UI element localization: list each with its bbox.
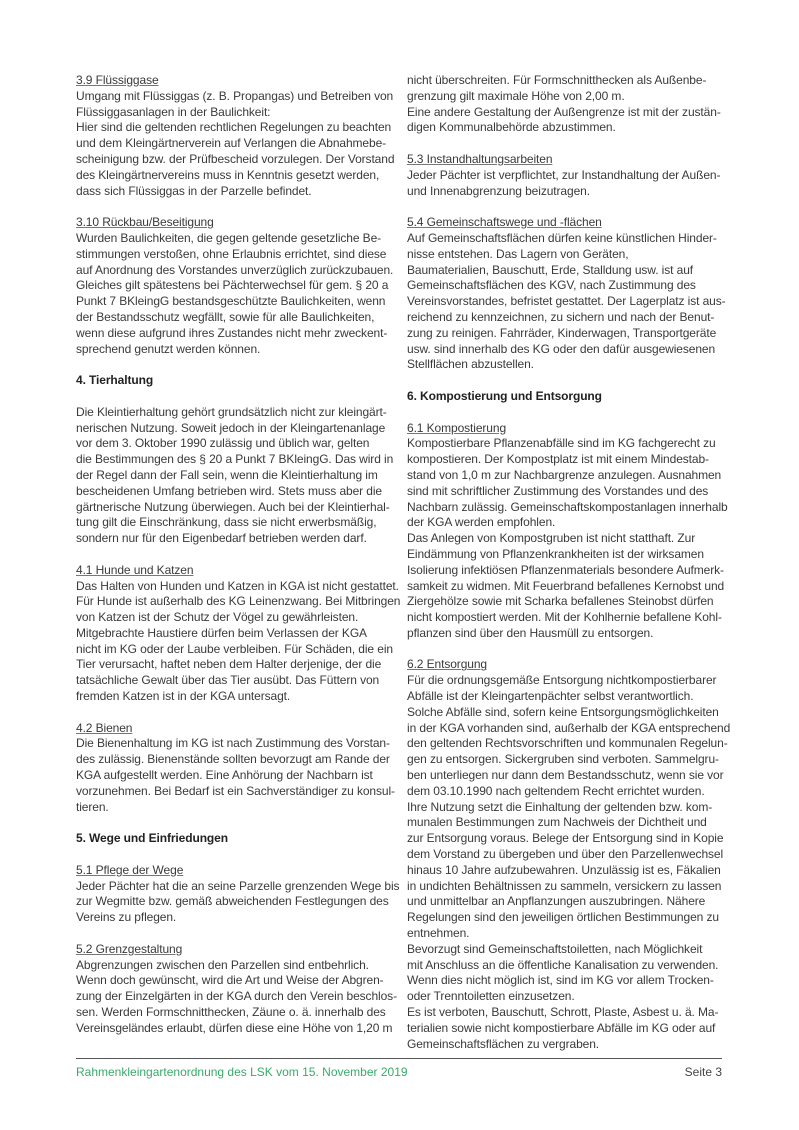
text-line: sondern nur für den Eigenbedarf betrieben werden darf. <box>76 531 367 546</box>
text-line: nisse entstehen. Das Lagern von Geräten, <box>407 246 629 261</box>
footer-page-number: Seite 3 <box>684 1065 722 1079</box>
text-line: und Innenabgrenzung beizutragen. <box>407 183 590 198</box>
paragraph <box>76 578 401 705</box>
text-line: nicht im KG oder der Laube verbleiben. Für Schäden, die ein <box>76 641 393 656</box>
paragraph <box>76 958 398 1037</box>
text-line: 5.4 Gemeinschaftswege und -flächen <box>407 215 602 230</box>
text-line: Wenn doch gewünscht, wird die Art und Weise der Abgren- <box>76 973 384 988</box>
text-line: Wenn dies nicht möglich ist, sind im KG vor allem Trocken- <box>407 973 714 988</box>
text-line: 5. Wege und Einfriedungen <box>76 831 228 846</box>
subsection-heading <box>407 215 725 231</box>
text-line: Solche Abfälle sind, sofern keine Entsorgungsmöglichkeiten <box>407 704 719 719</box>
blank-line <box>407 373 725 389</box>
text-line: Für Hunde ist außerhalb des KG Leinenzwang. Bei Mitbringen <box>76 594 401 609</box>
paragraph <box>407 231 725 373</box>
text-line: der Bestandsschutz wegfällt, sowie für alle Baulichkeiten, <box>76 309 375 324</box>
text-line: Das Halten von Hunden und Katzen in KGA ist nicht gestattet. <box>76 578 399 593</box>
text-line: fremden Katzen ist in der KGA untersagt. <box>76 689 291 704</box>
text-line: zung der Einzelgärten in der KGA durch den Verein beschlos- <box>76 989 397 1004</box>
paragraph <box>407 168 725 200</box>
text-line: munalen Bestimmungen zum Nachweis der Dichtheit und <box>407 815 707 830</box>
blank-line <box>76 357 398 373</box>
text-line: KGA aufgestellt werden. Eine Anhörung der Nachbarn ist <box>76 768 373 783</box>
text-line: Baumaterialien, Bauschutt, Erde, Stalldung usw. ist auf <box>407 262 693 277</box>
text-line: Regelungen sind den jeweiligen örtlichen Bestimmungen zu <box>407 910 719 925</box>
subsection-heading <box>407 657 725 673</box>
text-line: 3.10 Rückbau/Beseitigung <box>76 215 214 230</box>
text-line: zur Wegmitte bzw. gemäß abweichenden Festlegungen des <box>76 894 389 909</box>
blank-line <box>76 199 398 215</box>
text-line: und dem Kleingärtnerverein auf Verlangen die Abnahmebe- <box>76 136 387 151</box>
text-line: des Kleingärtnervereins muss in Kenntnis gesetzt werden, <box>76 167 380 182</box>
text-line: Eine andere Gestaltung der Außengrenze ist mit der zustän- <box>407 104 721 119</box>
text-line: den geltenden Rechtsvorschriften und kommunalen Regelun- <box>407 736 728 751</box>
text-line: Kompostierbare Pflanzenabfälle sind im KG fachgerecht zu <box>407 436 716 451</box>
text-line: 3.9 Flüssiggase <box>76 73 159 87</box>
text-line: Es ist verboten, Bauschutt, Schrott, Plaste, Asbest u. ä. Ma- <box>407 1005 719 1020</box>
paragraph <box>76 736 398 815</box>
text-line: Mitgebrachte Haustiere dürfen beim Verlassen der KGA <box>76 625 367 640</box>
blank-line <box>407 405 725 421</box>
subsection-heading <box>76 721 398 737</box>
subsection-heading <box>407 421 725 437</box>
text-line: Vereinsgeländes erlaubt, dürfen diese eine Höhe von 1,20 m <box>76 1020 393 1035</box>
text-line: reichend zu kennzeichnen, zu sichern und nach der Benut- <box>407 309 715 324</box>
text-line: Umgang mit Flüssiggas (z. B. Propangas) und Betreiben von <box>76 88 394 103</box>
text-line: 6. Kompostierung und Entsorgung <box>407 388 602 403</box>
section-heading <box>76 831 398 847</box>
blank-line <box>407 136 725 152</box>
text-line: bescheidenen Umfang betrieben wird. Stets muss aber die <box>76 483 383 498</box>
paragraph <box>407 73 725 136</box>
text-line: und unmittelbar an Anpflanzungen auszubringen. Nähere <box>407 894 706 909</box>
text-line: Die Kleintierhaltung gehört grundsätzlich nicht zur kleingärt- <box>76 404 387 419</box>
text-line: scheinigung bzw. der Prüfbescheid vorzulegen. Der Vorstand <box>76 151 395 166</box>
text-line: Flüssiggasanlagen in der Baulichkeit: <box>76 104 271 119</box>
text-line: grenzung gilt maximale Höhe von 2,00 m. <box>407 88 625 103</box>
blank-line <box>407 642 725 658</box>
text-line: samkeit zu widmen. Mit Feuerbrand befallenes Kernobst und <box>407 578 725 593</box>
text-line: Abfälle ist der Kleingartenpächter selbst verantwortlich. <box>407 689 694 704</box>
text-line: stand von 1,0 m zur Nachbargrenze anzulegen. Ausnahmen <box>407 467 722 482</box>
text-line: kompostieren. Der Kompostplatz ist mit einem Mindestab- <box>407 452 709 467</box>
text-line: 4.1 Hunde und Katzen <box>76 562 194 577</box>
text-line: dem 03.10.1990 nach geltendem Recht errichtet wurden. <box>407 783 705 798</box>
text-line: wenn diese aufgrund ihres Zustandes nicht mehr zweckent- <box>76 325 388 340</box>
footer-document-title: Rahmenkleingartenordnung des LSK vom 15. November 2019 <box>76 1065 408 1079</box>
text-line: in undichten Behältnissen zu sammeln, versickern zu lassen <box>407 878 722 893</box>
paragraph <box>76 89 398 200</box>
text-line: vorzunehmen. Bei Bedarf ist ein Sachverständiger zu konsul- <box>76 783 395 798</box>
text-line: nicht überschreiten. Für Formschnitthecken als Außenbe- <box>407 73 707 87</box>
text-line: Vereins zu pflegen. <box>76 910 177 925</box>
text-line: sprechend genutzt werden können. <box>76 341 261 356</box>
blank-line <box>76 847 398 863</box>
text-line: gärtnerische Nutzung überwiegen. Auch bei der Kleintierhal- <box>76 499 390 514</box>
subsection-heading <box>407 152 725 168</box>
text-line: Stellflächen abzustellen. <box>407 357 534 372</box>
paragraph <box>76 405 398 547</box>
subsection-heading <box>76 215 398 231</box>
subsection-heading <box>76 563 398 579</box>
text-line: von Katzen ist der Schutz der Vögel zu gewährleisten. <box>76 610 359 625</box>
section-heading <box>76 373 398 389</box>
text-line: Ziergehölze sowie mit Scharka befallenes Steinobst dürfen <box>407 594 714 609</box>
text-line: Bevorzugt sind Gemeinschaftstoiletten, nach Möglichkeit <box>407 941 703 956</box>
text-line: Für die ordnungsgemäße Entsorgung nichtkompostierbarer <box>407 673 717 688</box>
text-line: die Bestimmungen des § 20 a Punkt 7 BKleingG. Das wird in <box>76 452 394 467</box>
paragraph <box>407 436 728 641</box>
text-line: gen zu entsorgen. Sickergruben sind verboten. Sammelgru- <box>407 752 719 767</box>
text-line: Eindämmung von Pflanzenkrankheiten ist der wirksamen <box>407 546 704 561</box>
text-line: sen. Werden Formschnitthecken, Zäune o. ä. innerhalb des <box>76 1005 386 1020</box>
blank-line <box>407 199 725 215</box>
text-line: sind mit schriftlicher Zustimmung des Vorstandes und des <box>407 483 709 498</box>
text-line: 5.1 Pflege der Wege <box>76 862 184 877</box>
text-line: des zulässig. Bienenstände sollten bevorzugt am Rande der <box>76 752 390 767</box>
text-line: 4. Tierhaltung <box>76 373 154 388</box>
text-line: entnehmen. <box>407 926 470 941</box>
text-line: Das Anlegen von Kompostgruben ist nicht statthaft. Zur <box>407 531 696 546</box>
text-line: 5.3 Instandhaltungsarbeiten <box>407 151 553 166</box>
text-line: der Regel dann der Fall sein, wenn die Kleintierhaltung im <box>76 467 378 482</box>
blank-line <box>76 547 398 563</box>
text-line: tatsächliche Gewalt über das Tier ausübt. Das Füttern von <box>76 673 380 688</box>
text-line: oder Trenntoiletten einzusetzen. <box>407 989 575 1004</box>
footer-divider <box>76 1058 722 1059</box>
text-line: Tier verursacht, haftet neben dem Halter derjenige, der die <box>76 657 382 672</box>
blank-line <box>76 815 398 831</box>
text-line: dass sich Flüssiggas in der Parzelle befindet. <box>76 183 312 198</box>
text-line: terialien sowie nicht kompostierbare Abfälle im KG oder auf <box>407 1020 716 1035</box>
left-column <box>76 73 401 1037</box>
text-line: 5.2 Grenzgestaltung <box>76 941 183 956</box>
text-line: Punkt 7 BKleingG bestandsgeschützte Baulichkeiten, wenn <box>76 294 386 309</box>
text-line: mit Anschluss an die öffentliche Kanalisation zu verwenden. <box>407 957 719 972</box>
text-line: Gemeinschaftsflächen zu vergraben. <box>407 1036 600 1051</box>
text-line: Ihre Nutzung setzt die Einhaltung der geltenden bzw. kom- <box>407 799 713 814</box>
text-line: tung gilt die Einschränkung, dass sie nicht erwerbsmäßig, <box>76 515 377 530</box>
text-line: digen Kommunalbehörde abzustimmen. <box>407 120 616 135</box>
text-line: Jeder Pächter ist verpflichtet, zur Instandhaltung der Außen- <box>407 167 721 182</box>
subsection-heading <box>76 863 398 879</box>
text-line: Vereinsvorstandes, befristet gestattet. Der Lagerplatz ist aus- <box>407 294 726 309</box>
text-line: hinaus 10 Jahre aufzubewahren. Unzulässig ist es, Fäkalien <box>407 862 721 877</box>
text-line: 4.2 Bienen <box>76 720 133 735</box>
text-line: Die Bienenhaltung im KG ist nach Zustimmung des Vorstan- <box>76 736 390 751</box>
text-line: dem Vorstand zu übergeben und über den Parzellenwechsel <box>407 847 724 862</box>
text-line: der KGA werden empfohlen. <box>407 515 556 530</box>
text-line: 6.1 Kompostierung <box>407 420 507 435</box>
text-line: nerischen Nutzung. Soweit jedoch in der Kleingartenanlage <box>76 420 386 435</box>
text-line: Abgrenzungen zwischen den Parzellen sind entbehrlich. <box>76 957 369 972</box>
blank-line <box>76 705 398 721</box>
text-line: auf Anordnung des Vorstandes unverzüglich zurückzubauen. <box>76 262 394 277</box>
text-line: tieren. <box>76 799 109 814</box>
text-line: Gemeinschaftsflächen des KGV, nach Zustimmung des <box>407 278 696 293</box>
text-line: 6.2 Entsorgung <box>407 657 487 672</box>
text-line: Isolierung infektiösen Pflanzenmaterials besondere Aufmerk- <box>407 562 724 577</box>
text-line: stimmungen verstoßen, ohne Erlaubnis errichtet, sind diese <box>76 246 387 261</box>
text-line: Wurden Baulichkeiten, die gegen geltende gesetzliche Be- <box>76 230 382 245</box>
text-line: zung zu reinigen. Fahrräder, Kinderwagen, Transportgeräte <box>407 325 717 340</box>
blank-line <box>76 926 398 942</box>
paragraph <box>407 673 731 1052</box>
text-line: Jeder Pächter hat die an seine Parzelle grenzenden Wege bis <box>76 878 400 893</box>
text-line: usw. sind innerhalb des KG oder den dafür ausgewiesenen <box>407 341 716 356</box>
paragraph <box>76 879 398 926</box>
text-line: ben unterliegen nur dann dem Bestandsschutz, wenn sie vor <box>407 768 724 783</box>
text-line: pflanzen sind über den Hausmüll zu entsorgen. <box>407 625 654 640</box>
text-line: in der KGA vorhanden sind, außerhalb der KGA entsprechend <box>407 720 731 735</box>
text-line: zur Entsorgung voraus. Belege der Entsorgung sind in Kopie <box>407 831 724 846</box>
text-line: Auf Gemeinschaftsflächen dürfen keine künstlichen Hinder- <box>407 230 717 245</box>
text-line: Hier sind die geltenden rechtlichen Regelungen zu beachten <box>76 120 392 135</box>
right-column <box>407 73 731 1052</box>
text-line: vor dem 3. Oktober 1990 zulässig und üblich war, gelten <box>76 436 370 451</box>
section-heading <box>407 389 725 405</box>
subsection-heading <box>76 73 398 89</box>
subsection-heading <box>76 942 398 958</box>
blank-line <box>76 389 398 405</box>
paragraph <box>76 231 398 357</box>
text-line: Nachbarn zulässig. Gemeinschaftskompostanlagen innerhalb <box>407 499 728 514</box>
text-line: Gleiches gilt spätestens bei Pächterwechsel für gem. § 20 a <box>76 278 389 293</box>
text-line: nicht kompostiert werden. Mit der Kohlhernie befallene Kohl- <box>407 610 722 625</box>
